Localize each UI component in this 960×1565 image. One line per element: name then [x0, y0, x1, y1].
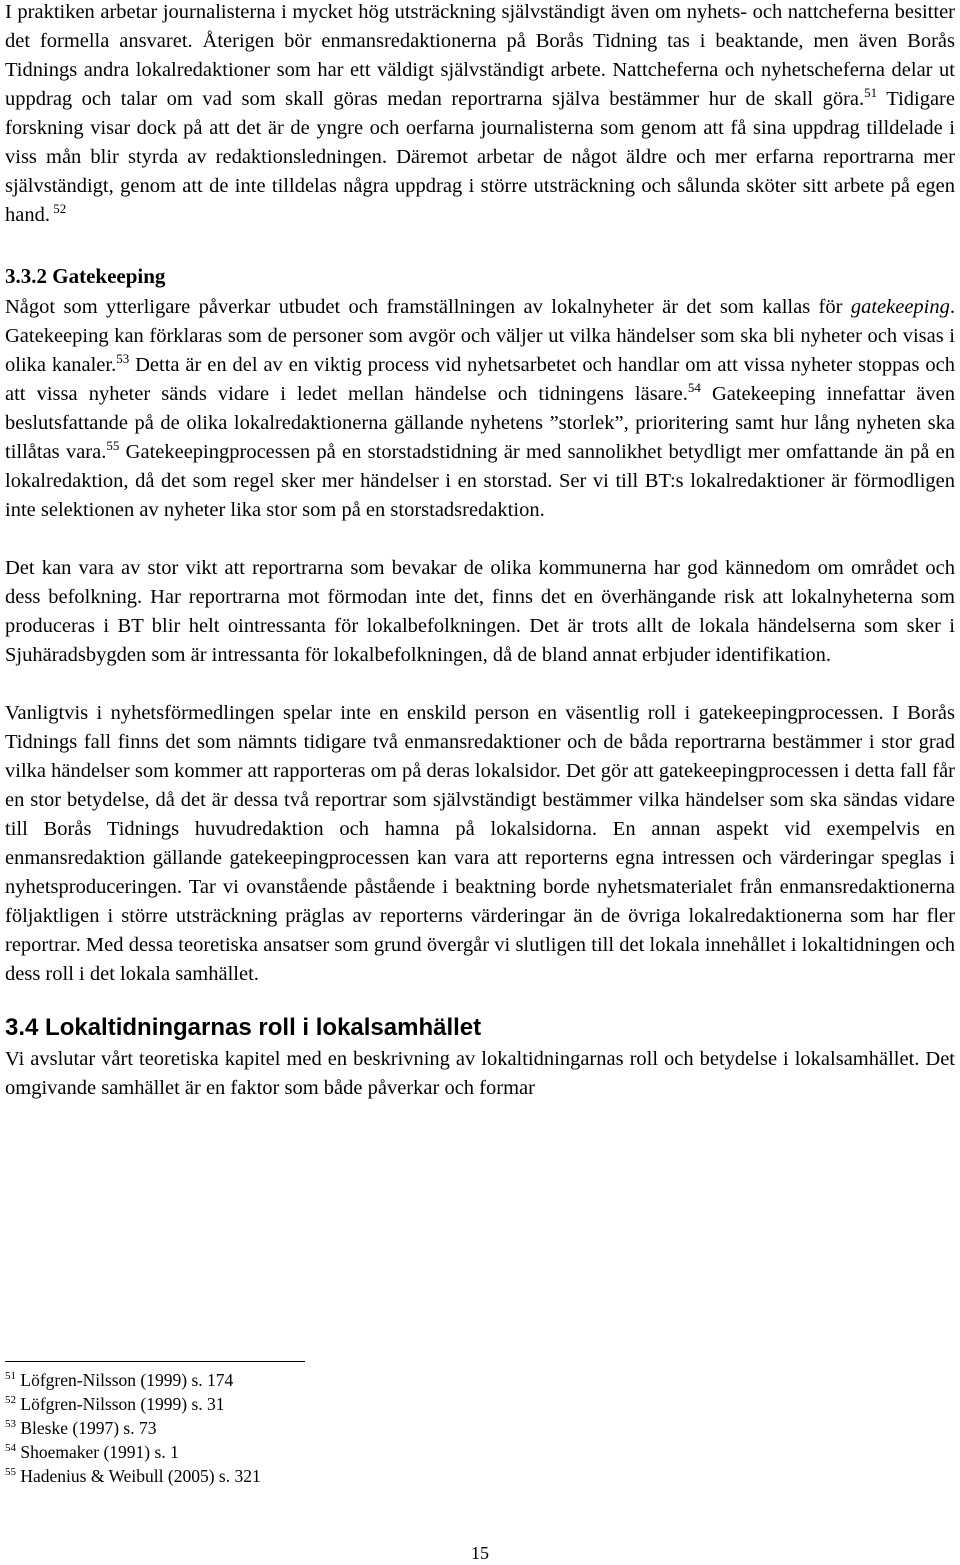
document-page: [5, 0, 955, 1103]
footnote-53: $^{53}$ Bleske (1997) s. 73: [5, 1418, 157, 1438]
spacer: [5, 989, 955, 1011]
paragraph-gatekeeping-process: Vanligtvis i nyhetsförmedlingen spelar inte en enskild person en väsentlig roll i gatekeepingprocessen. I Borås Tidnings fall finns det som nämnts tidigare två enmansredaktioner och de båda reportrarna bestämmer i stor grad vilka händelser som kommer att rapporteras om på deras lokalsidor. Det gör att gatekeepingprocessen i detta fall får en stor betydelse, då det är dessa två reportrar som självständigt bestämmer vilka händelser som ska sändas vidare till Borås Tidnings huvudredaktion och hamna på lokalsidorna. En annan aspekt vid exempelvis en enmansredaktion gällande gatekeepingprocessen kan vara att reporterns egna intressen och värderingar speglas i nyhetsproduceringen. Tar vi ovanstående påstående i beaktning borde nyhetsmaterialet från enmansredaktionerna följaktligen i större utsträckning präglas av reporterns värderingar än de övriga lokalredaktionerna som har fler reportrar. Med dessa teoretiska ansatser som grund övergår vi slutligen till det lokala innehållet i lokaltidningen och dess roll i det lokala samhället.: [5, 702, 955, 985]
spacer: [5, 525, 955, 554]
footnote-51: $^{51}$ Löfgren-Nilsson (1999) s. 174: [5, 1370, 234, 1390]
section-heading-gatekeeping: 3.3.2 Gatekeeping: [5, 264, 166, 288]
section-heading-local-papers-role: 3.4 Lokaltidningarnas roll i lokalsamhället: [5, 1014, 482, 1041]
paragraph-local-knowledge: Det kan vara av stor vikt att reportrarna som bevakar de olika kommunerna har god kännedom om området och dess befolkning. Har reportrarna mot förmodan inte det, finns det en överhängande risk att lokalnyheterna som produceras i BT blir helt ointressanta för lokalbefolkningen. Det är trots allt de lokala händelserna som sker i Sjuhäradsbygden som är intressanta för lokalbefolkningen, då de bland annat erbjuder identifikation.: [5, 557, 955, 666]
footnote-ref-52[interactable]: 52: [49, 201, 67, 217]
footnote-ref-53[interactable]: 53: [116, 351, 130, 367]
paragraph-journalist-independence: I praktiken arbetar journalisterna i mycket hög utsträckning självständigt även om nyhets- och nattcheferna besitter det formella ansvaret. Återigen bör enmansredaktionerna på Borås Tidning tas i beaktande, men även Borås Tidnings andra lokalredaktioner som har ett väldigt självständigt arbete. Nattcheferna och nyhetscheferna delar ut uppdrag och talar om vad som skall göras medan reportrarna själva bestämmer hur de skall göra.$^{51}$ Tidigare forskning visar dock på att det är de yngre och oerfarna journalisterna som genom att få sina uppdrag tilldelade i viss mån blir styrda av redaktionsledningen. Däremot arbetar de något äldre och mer erfarna reportrarna mer självständigt, genom att de inte tilldelas några uppdrag i större utsträckning och sålunda sköter sitt arbete på egen hand. $^{52}$: [5, 1, 955, 226]
footnote-divider: [5, 1361, 305, 1362]
spacer: [5, 230, 955, 258]
footnote-ref-51[interactable]: 51: [864, 85, 878, 101]
paragraph-gatekeeping-definition: Något som ytterligare påverkar utbudet och framställningen av lokalnyheter är det som kallas för gatekeeping. Gatekeeping kan förklaras som de personer som avgör och väljer ut vilka händelser som ska bli nyheter och visas i olika kanaler.$^{53}$ Detta är en del av en viktig process vid nyhetsarbetet och handlar om att vissa nyheter stoppas och att vissa nyheter sänds vidare i ledet mellan händelse och tidningens läsare.$^{54}$ Gatekeeping innefattar även beslutsfattande på de olika lokalredaktionerna gällande nyhetens ”storlek”, prioritering samt hur lång nyheten ska tillåtas vara.$^{55}$ Gatekeepingprocessen på en storstadstidning är med sannolikhet betydligt mer omfattande än på en lokalredaktion, då det som regel sker mer händelser i en storstad. Ser vi till BT:s lokalredaktioner är förmodligen inte selektionen av nyheter lika stor som på en storstadsredaktion.: [5, 296, 955, 521]
footnote-ref-54[interactable]: 54: [687, 380, 701, 396]
footnote-52: $^{52}$ Löfgren-Nilsson (1999) s. 31: [5, 1394, 225, 1414]
page-number: 15: [471, 1543, 489, 1563]
footnote-54: $^{54}$ Shoemaker (1991) s. 1: [5, 1442, 179, 1462]
footnote-55: $^{55}$ Hadenius & Weibull (2005) s. 321: [5, 1466, 261, 1486]
paragraph-chapter-intro: Vi avslutar vårt teoretiska kapitel med en beskrivning av lokaltidningarnas roll och betydelse i lokalsamhället. Det omgivande samhället är en faktor som både påverkar och formar: [5, 1048, 955, 1099]
spacer: [5, 670, 955, 699]
footnotes-section: [5, 1361, 605, 1488]
footnote-ref-55[interactable]: 55: [106, 438, 120, 454]
